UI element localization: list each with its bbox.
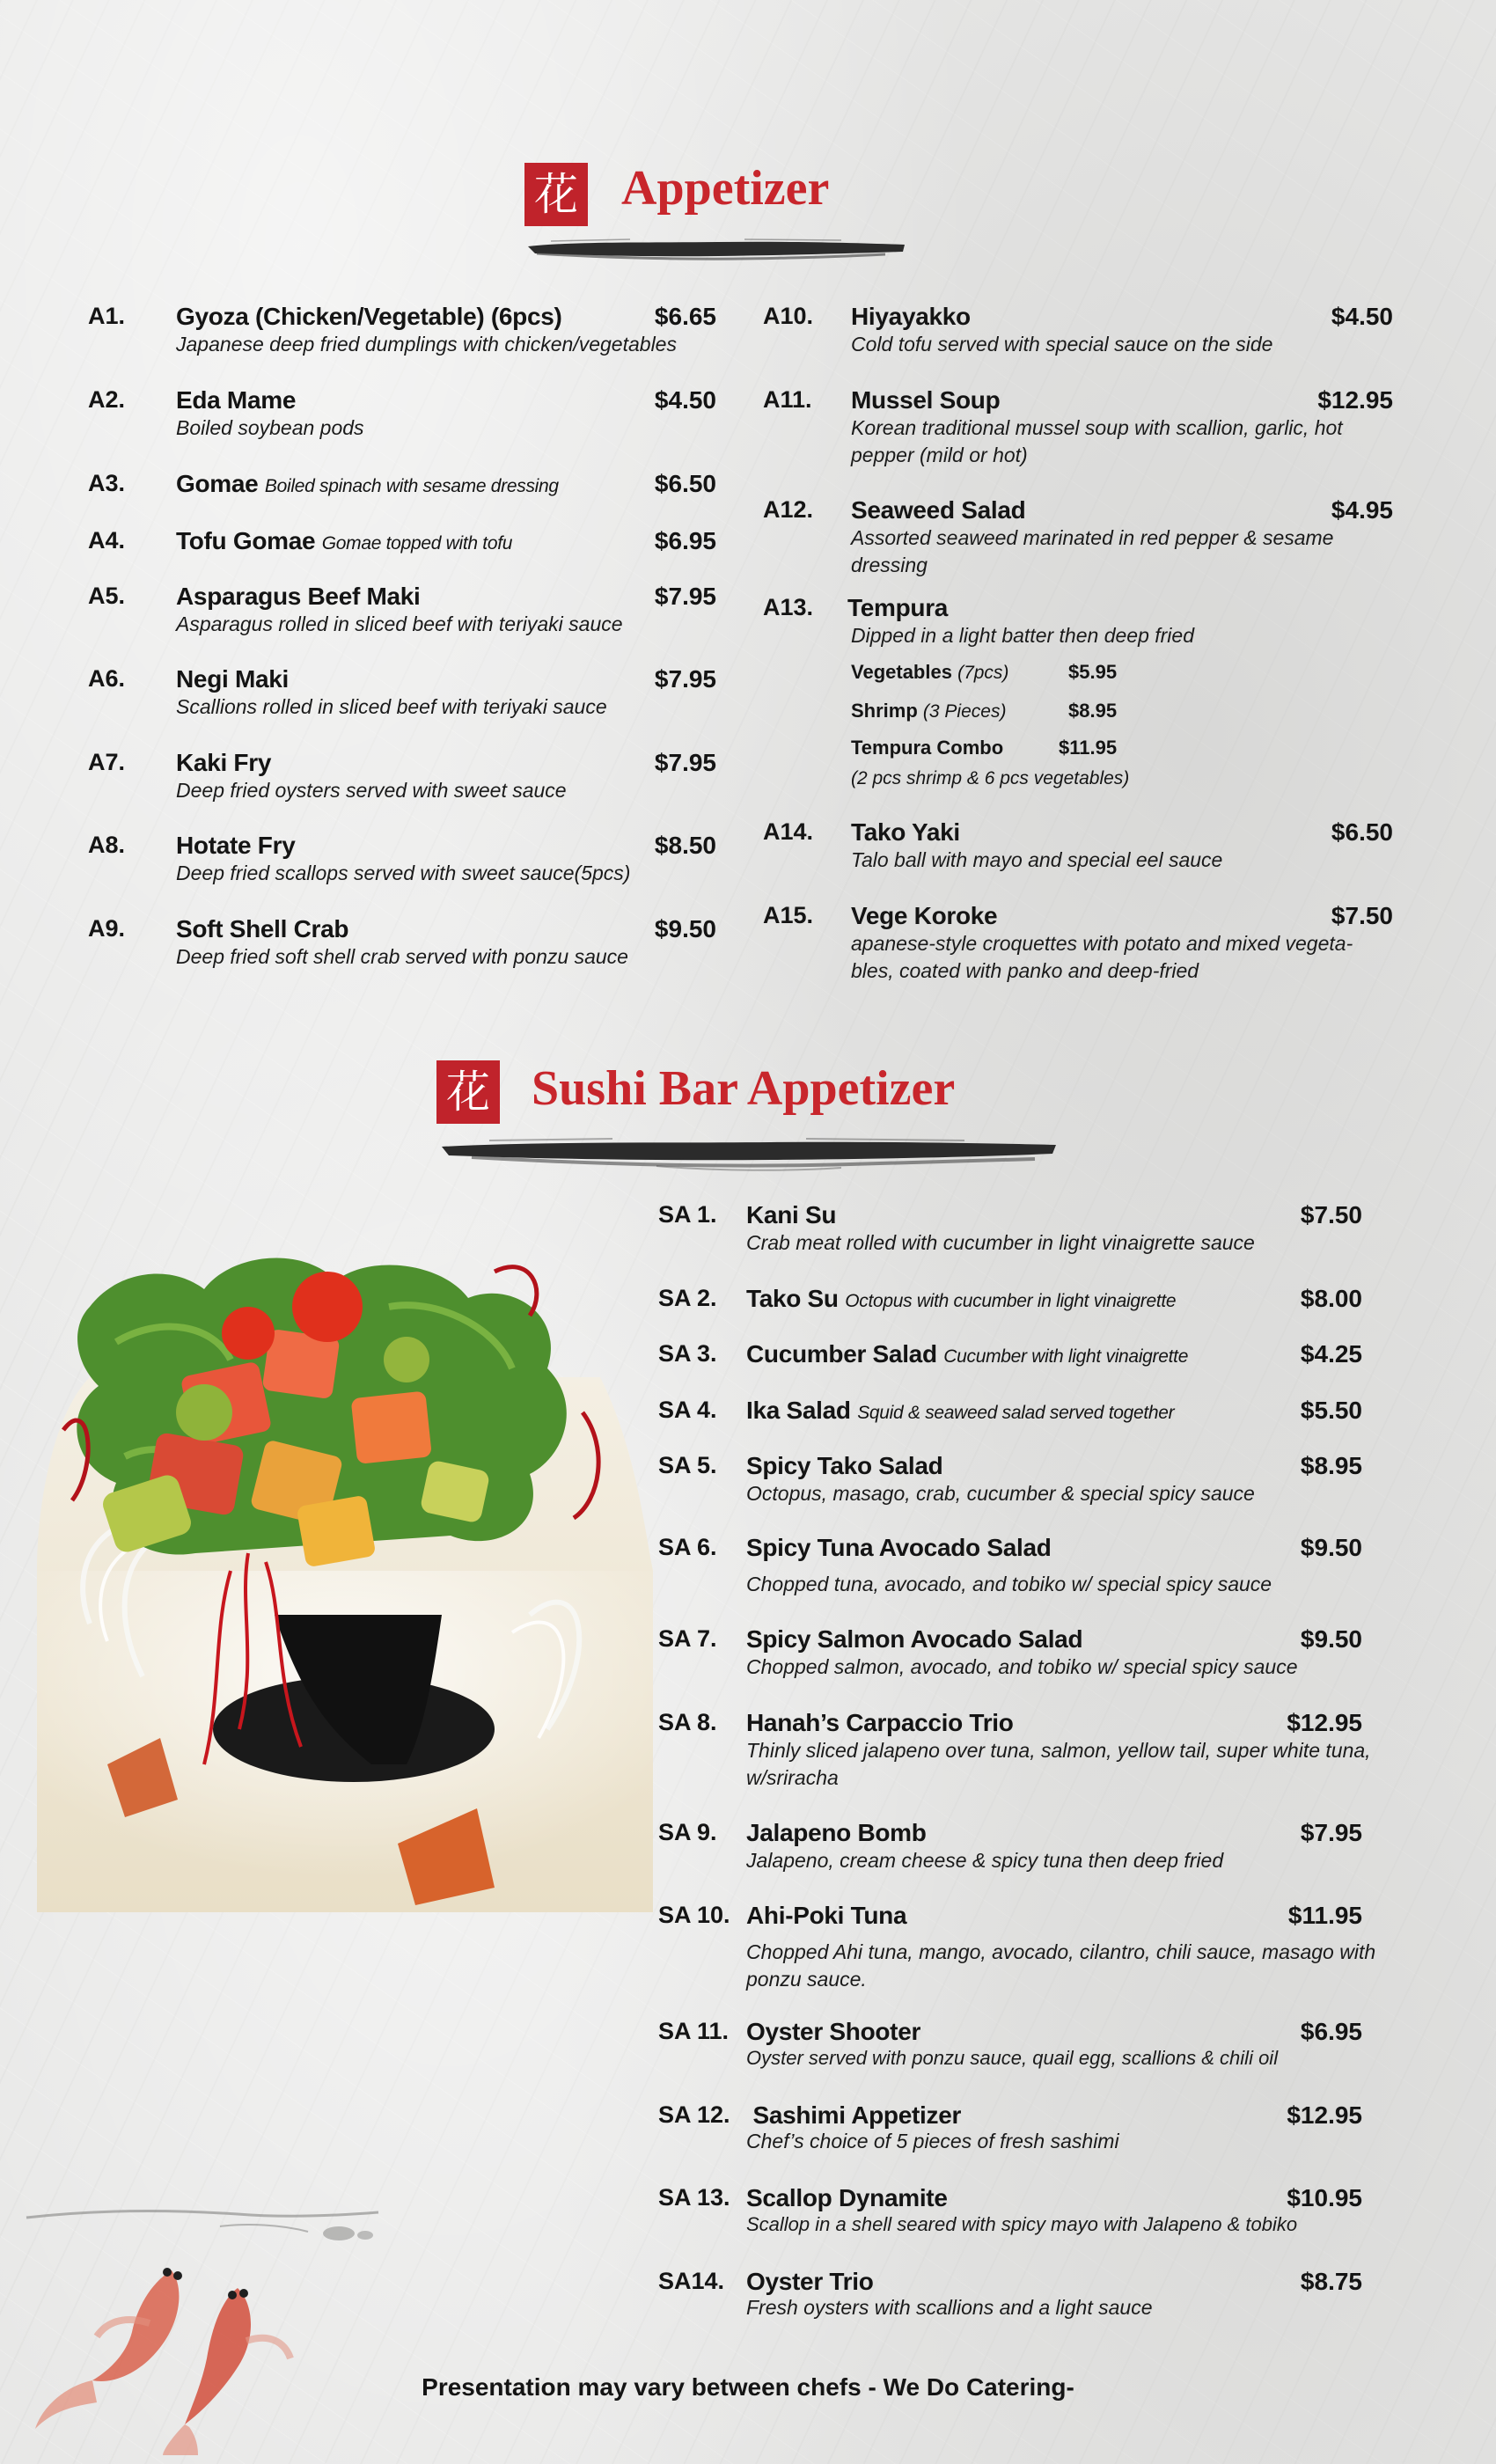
item-name: Tako Su: [746, 1285, 839, 1312]
item-description: apanese-style croquettes with potato and mixed vegeta-bles, coated with panko and deep-fried: [851, 932, 1353, 982]
item-code: A10.: [763, 303, 814, 329]
item-description: Talo ball with mayo and special eel sauce: [851, 848, 1223, 871]
item-name: Oyster Trio: [746, 2268, 874, 2295]
item-name: Hanah’s Carpaccio Trio: [746, 1709, 1014, 1736]
item-name: Ahi-Poki Tuna: [746, 1902, 907, 1929]
menu-item-sa14: [658, 2268, 1406, 2329]
item-code: A6.: [88, 665, 126, 692]
item-code: A13.: [763, 594, 814, 620]
item-code: A12.: [763, 496, 814, 523]
item-description: Korean traditional mussel soup with scallion, garlic, hot pepper (mild or hot): [851, 416, 1343, 466]
item-description: Jalapeno, cream cheese & spicy tuna then deep fried: [746, 1849, 1224, 1872]
item-code: SA 9.: [658, 1819, 717, 1845]
item-price: $6.95: [1300, 2018, 1362, 2045]
item-name: Hotate Fry: [176, 832, 296, 859]
item-name: Cucumber Salad: [746, 1340, 937, 1368]
item-price: $9.50: [1300, 1625, 1362, 1653]
item-name: Sashimi Appetizer: [746, 2101, 962, 2129]
appetizer-header: [524, 160, 912, 266]
item-code: A4.: [88, 527, 126, 554]
item-code: SA14.: [658, 2268, 725, 2294]
menu-item-a4: [88, 527, 722, 562]
item-code: A9.: [88, 915, 126, 942]
item-price: $6.50: [654, 470, 716, 497]
menu-item-sa3: [658, 1340, 1406, 1375]
item-code: SA 5.: [658, 1452, 717, 1478]
item-price: $6.95: [654, 527, 716, 554]
item-description: Chopped tuna, avocado, and tobiko w/ special spicy sauce: [746, 1573, 1272, 1595]
item-name: Eda Mame: [176, 386, 297, 414]
item-price: $4.95: [1331, 496, 1393, 524]
item-price: $11.95: [1287, 1902, 1362, 1929]
item-name-wrap: [176, 527, 512, 555]
item-description: Boiled spinach with sesame dressing: [264, 476, 559, 496]
item-code: A1.: [88, 303, 126, 329]
sushi-bar-header: [436, 1060, 1061, 1175]
item-description: Dipped in a light batter then deep fried: [851, 624, 1194, 647]
item-description: Crab meat rolled with cucumber in light vinaigrette sauce: [746, 1231, 1255, 1254]
menu-item-sa8: [658, 1709, 1433, 1797]
item-price: $6.50: [1331, 818, 1393, 846]
item-description: Deep fried oysters served with sweet sauce: [176, 779, 567, 802]
option-name: Vegetables: [851, 661, 952, 683]
item-name: Hiyayakko: [851, 303, 971, 330]
item-description: Boiled soybean pods: [176, 416, 364, 439]
item-description: Gomae topped with tofu: [321, 533, 513, 554]
item-price: $7.95: [654, 749, 716, 776]
option-note: (3 Pieces): [922, 701, 1007, 722]
item-description: Deep fried scallops served with sweet sauce(5pcs): [176, 862, 631, 884]
salad-photo: [37, 1236, 653, 1912]
item-name: Seaweed Salad: [851, 496, 1026, 524]
item-name: Oyster Shooter: [746, 2018, 921, 2045]
item-price: $7.95: [654, 665, 716, 693]
item-name-wrap: [746, 1340, 1188, 1368]
item-name: Ika Salad: [746, 1397, 851, 1424]
item-description: Fresh oysters with scallions and a light sauce: [746, 2296, 1153, 2319]
menu-item-a5: [88, 583, 722, 644]
item-name: Kaki Fry: [176, 749, 272, 776]
item-code: SA 4.: [658, 1397, 717, 1423]
item-code: SA 1.: [658, 1201, 717, 1228]
brush-stroke-divider: [524, 234, 912, 266]
menu-item-a7: [88, 749, 722, 810]
item-description: Thinly sliced jalapeno over tuna, salmon, yellow tail, super white tuna, w/sriracha: [746, 1739, 1371, 1789]
item-code: A8.: [88, 832, 126, 858]
item-name: Negi Maki: [176, 665, 290, 693]
tempura-option-combo: [851, 737, 1203, 759]
flower-kanji-logo-icon: 花: [436, 1060, 500, 1124]
item-code: SA 13.: [658, 2184, 730, 2211]
item-price: $6.65: [654, 303, 716, 330]
item-description: Scallop in a shell seared with spicy mayo with Jalapeno & tobiko: [746, 2213, 1298, 2235]
item-price: $4.50: [1331, 303, 1393, 330]
brush-stroke-divider: [436, 1133, 1061, 1175]
menu-item-sa4: [658, 1397, 1406, 1432]
item-name: Vege Koroke: [851, 902, 998, 929]
item-description: Squid & seaweed salad served together: [857, 1403, 1175, 1423]
item-price: $12.95: [1287, 1709, 1362, 1736]
tempura-combo-note: [851, 766, 1129, 789]
item-price: $7.95: [654, 583, 716, 610]
item-code: SA 2.: [658, 1285, 717, 1311]
option-price: $11.95: [1059, 737, 1118, 759]
menu-item-a10: [763, 303, 1393, 364]
item-name: Spicy Salmon Avocado Salad: [746, 1625, 1083, 1653]
appetizer-title: Appetizer: [621, 161, 830, 216]
item-code: SA 6.: [658, 1534, 717, 1560]
item-name: Spicy Tako Salad: [746, 1452, 943, 1479]
item-description: Assorted seaweed marinated in red pepper & sesame dressing: [851, 526, 1334, 576]
item-name-wrap: [746, 1285, 1176, 1313]
item-name-wrap: [746, 1397, 1174, 1425]
item-name: Asparagus Beef Maki: [176, 583, 421, 610]
item-price: $8.50: [654, 832, 716, 859]
menu-item-sa5: [658, 1452, 1406, 1514]
item-name: Spicy Tuna Avocado Salad: [746, 1534, 1052, 1561]
item-name: Soft Shell Crab: [176, 915, 349, 942]
item-description: Oyster served with ponzu sauce, quail egg, scallions & chili oil: [746, 2047, 1279, 2069]
menu-item-a9: [88, 915, 722, 977]
item-code: SA 3.: [658, 1340, 717, 1367]
menu-item-a1: [88, 303, 722, 364]
item-code: A5.: [88, 583, 126, 609]
item-name: Gyoza (Chicken/Vegetable) (6pcs): [176, 303, 562, 330]
item-price: $8.00: [1300, 1285, 1362, 1312]
menu-item-sa6: [658, 1534, 1406, 1604]
menu-item-a14: [763, 818, 1393, 880]
menu-item-sa12: [658, 2101, 1406, 2163]
item-description: Cucumber with light vinaigrette: [943, 1346, 1189, 1367]
menu-item-sa9: [658, 1819, 1406, 1881]
item-name-wrap: [176, 470, 559, 498]
option-price: $5.95: [1068, 661, 1118, 683]
item-description: Cold tofu served with special sauce on the side: [851, 333, 1273, 356]
item-price: $4.25: [1300, 1340, 1362, 1368]
menu-item-a6: [88, 665, 722, 727]
option-name: Tempura Combo: [851, 737, 1004, 759]
item-price: $7.95: [1300, 1819, 1362, 1846]
item-code: A7.: [88, 749, 126, 775]
option-note: (7pcs): [957, 663, 1009, 683]
item-name: Tako Yaki: [851, 818, 960, 846]
item-price: $12.95: [1317, 386, 1393, 414]
koi-fish-icon: [18, 2191, 387, 2455]
menu-item-sa10: [658, 1902, 1406, 1998]
item-description: Chopped salmon, avocado, and tobiko w/ special spicy sauce: [746, 1655, 1298, 1678]
menu-item-a12: [763, 496, 1393, 584]
menu-item-a3: [88, 470, 722, 505]
menu-item-sa2: [658, 1285, 1406, 1320]
item-description: Deep fried soft shell crab served with ponzu sauce: [176, 945, 628, 968]
menu-item-a8: [88, 832, 722, 893]
menu-item-a15: [763, 902, 1393, 990]
item-description: Chopped Ahi tuna, mango, avocado, cilantro, chili sauce, masago with ponzu sauce.: [746, 1940, 1376, 1991]
item-price: $7.50: [1300, 1201, 1362, 1228]
item-name: Kani Su: [746, 1201, 837, 1228]
option-name: Shrimp: [851, 700, 918, 722]
item-code: A2.: [88, 386, 126, 413]
item-code: SA 7.: [658, 1625, 717, 1652]
item-code: A15.: [763, 902, 814, 928]
item-price: $10.95: [1287, 2184, 1362, 2211]
item-code: SA 11.: [658, 2018, 730, 2044]
item-description: Octopus with cucumber in light vinaigrette: [845, 1291, 1177, 1311]
sushi-bar-title: Sushi Bar Appetizer: [532, 1061, 956, 1116]
menu-item-sa11: [658, 2018, 1406, 2079]
item-name: Mussel Soup: [851, 386, 1001, 414]
item-code: SA 10.: [658, 1902, 730, 1928]
item-price: $12.95: [1287, 2101, 1362, 2129]
item-name: Jalapeno Bomb: [746, 1819, 927, 1846]
item-price: $9.50: [654, 915, 716, 942]
item-description: Octopus, masago, crab, cucumber & special spicy sauce: [746, 1482, 1255, 1505]
item-name: Gomae: [176, 470, 259, 497]
tempura-option-vegetables: [851, 661, 1203, 684]
item-code: A11.: [763, 386, 812, 413]
item-price: $9.50: [1300, 1534, 1362, 1561]
combo-note: (2 pcs shrimp & 6 pcs vegetables): [851, 768, 1130, 788]
menu-item-a13: [763, 594, 1393, 796]
item-price: $8.95: [1300, 1452, 1362, 1479]
menu-item-sa1: [658, 1201, 1406, 1263]
menu-item-sa13: [658, 2184, 1406, 2246]
item-description: Asparagus rolled in sliced beef with teriyaki sauce: [176, 612, 623, 635]
menu-item-sa7: [658, 1625, 1406, 1687]
item-code: A3.: [88, 470, 126, 496]
item-code: A14.: [763, 818, 814, 845]
item-price: $7.50: [1331, 902, 1393, 929]
item-code: SA 8.: [658, 1709, 717, 1735]
item-code: SA 12.: [658, 2101, 730, 2128]
item-price: $5.50: [1300, 1397, 1362, 1424]
tempura-option-shrimp: [851, 700, 1203, 722]
option-price: $8.95: [1068, 700, 1118, 722]
item-description: Chef’s choice of 5 pieces of fresh sashimi: [746, 2130, 1119, 2152]
footer-note: Presentation may vary between chefs - We Do Catering-: [422, 2373, 1074, 2401]
item-name: Tofu Gomae: [176, 527, 316, 554]
item-name: Scallop Dynamite: [746, 2184, 948, 2211]
item-name: Tempura: [847, 594, 949, 621]
item-price: $8.75: [1300, 2268, 1362, 2295]
item-price: $4.50: [654, 386, 716, 414]
menu-item-a2: [88, 386, 722, 448]
item-description: Japanese deep fried dumplings with chicken/vegetables: [176, 333, 677, 356]
flower-kanji-logo-icon: 花: [524, 163, 588, 226]
menu-item-a11: [763, 386, 1393, 474]
item-description: Scallions rolled in sliced beef with teriyaki sauce: [176, 695, 607, 718]
